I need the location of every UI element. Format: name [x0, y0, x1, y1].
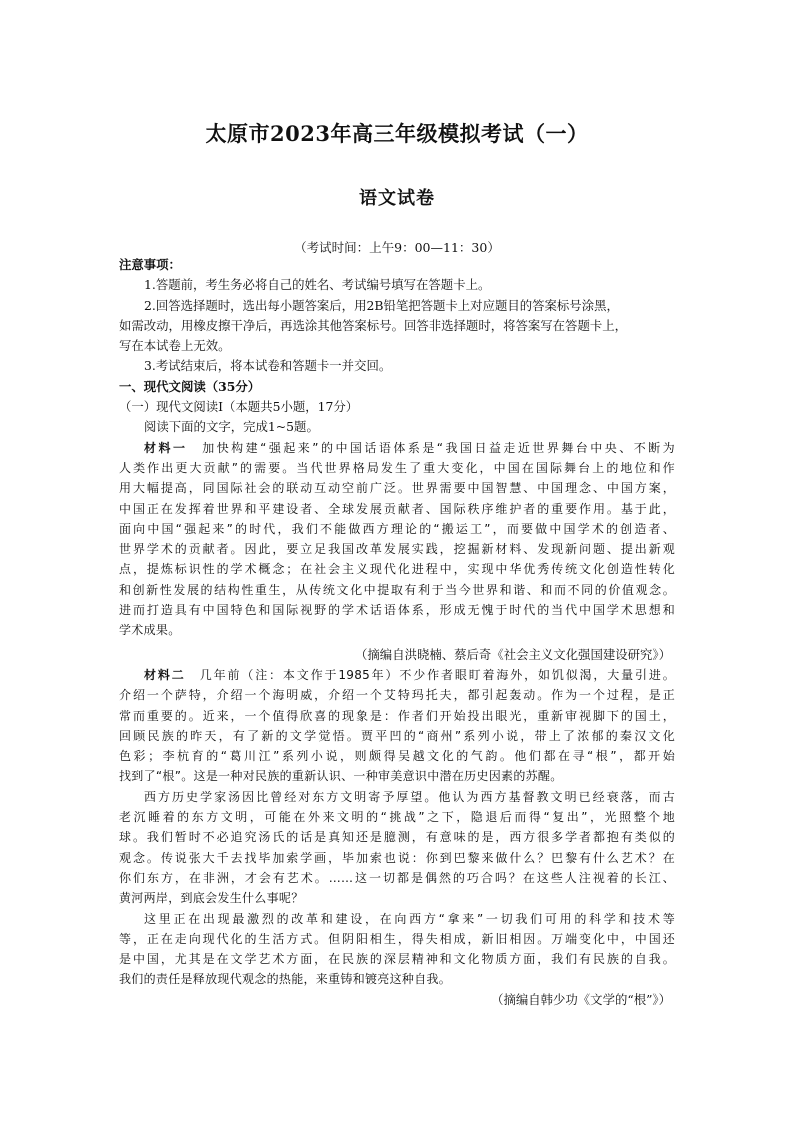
- material-2-line: 西方历史学家汤因比曾经对东方文明寄予厚望。他认为西方基督教文明已经衰落，而古: [144, 789, 675, 804]
- material-2-line: 这里正在出现最激烈的改革和建设，在向西方“拿来”一切我们可用的科学和技术等: [144, 911, 675, 926]
- material-1-line: 进而打造具有中国特色和国际视野的学术话语体系，形成无愧于时代的当代中国学术思想和: [119, 603, 675, 618]
- material-1-line: 中国正在发挥着世界和平建设者、全球发展贡献者、国际秩序维护者的重要作用。基于此，: [119, 501, 675, 516]
- material-2-line: 你们东方，在非洲，才会有艺术。……这一切都是偶然的巧合吗？在这些人注视着的长江、: [119, 870, 675, 885]
- reading-instruction: 阅读下面的文字，完成1~5题。: [144, 419, 319, 435]
- sub-section-heading: （一）现代文阅读Ⅰ（本题共5小题，17分）: [119, 399, 359, 415]
- material-2-line: 介绍一个萨特，介绍一个海明威，介绍一个艾特玛托夫，都引起轰动。作为一个过程，是正: [119, 688, 675, 703]
- material-2-line: 观念。传说张大千去找毕加索学画，毕加索也说：你到巴黎来做什么？巴黎有什么艺术？在: [119, 850, 675, 865]
- material-2-line: 等，正在走向现代化的生活方式。但阴阳相生，得失相成，新旧相因。万端变化中，中国还: [119, 931, 675, 946]
- material-2-line: 老沉睡着的东方文明，可能在外来文明的“挑战”之下，隐退后而得“复出”，光照整个地: [119, 810, 675, 825]
- material-1: [119, 438, 675, 641]
- material-2-line: 是中国，尤其是在文学艺术方面，在民族的深层精神和文化物质方面，我们有民族的自我。: [119, 952, 675, 967]
- notice-item-2-line-2: 如需改动，用橡皮擦干净后，再选涂其他答案标号。回答非选择题时，将答案写在答题卡上，: [119, 317, 628, 333]
- material-2-label: 材料二: [144, 667, 186, 682]
- section-heading: 一、现代文阅读（35分）: [119, 378, 261, 394]
- notice-item-2-line-3: 写在本试卷上无效。: [119, 338, 231, 354]
- notice-item-3: 3.考试结束后，将本试卷和答题卡一并交回。: [144, 358, 392, 374]
- exam-title: 太原市2023年高三年级模拟考试（一）: [205, 121, 589, 146]
- material-2-line: 常而重要的。近来，一个值得欣喜的现象是：作者们开始投出眼光，重新审视脚下的国土，: [119, 708, 675, 723]
- notice-item-2-line-1: 2.回答选择题时，选出每小题答案后，用2B铅笔把答题卡上对应题目的答案标号涂黑，: [144, 297, 619, 313]
- material-1-label: 材料一: [144, 440, 188, 455]
- material-2-line: 材料二 几年前（注：本文作于1985年）不少作者眼盯着海外，如饥似渴，大量引进。: [144, 667, 675, 682]
- material-2-source: （摘编自韩少功《文学的“根”》）: [491, 991, 671, 1007]
- material-1-line: 人类作出更大贡献”的需要。当代世界格局发生了重大变化，中国在国际舞台上的地位和作: [119, 460, 675, 475]
- exam-content: [119, 255, 675, 1010]
- material-2-line: 找到了“根”。这是一种对民族的重新认识、一种审美意识中潜在历史因素的苏醒。: [119, 769, 563, 784]
- exam-subtitle: 语文试卷: [359, 188, 435, 209]
- material-2-line: 黄河两岸，到底会发生什么事呢？: [119, 891, 304, 906]
- material-1-line: 点，提炼标识性的学术概念；在社会主义现代化进程中，实现中华优秀传统文化创造性转化: [119, 562, 675, 577]
- material-2-line: 回顾民族的昨天，有了新的文学觉悟。贾平凹的“商州”系列小说，带上了浓郁的秦汉文化: [119, 728, 675, 743]
- material-2: [119, 665, 675, 990]
- material-2-line: 球。我们暂时不必追究汤氏的话是真知还是臆测，有意味的是，西方很多学者都抱有类似的: [119, 830, 675, 845]
- material-2-line: 我们的责任是释放现代观念的热能，来重铸和镀亮这种自我。: [119, 972, 452, 987]
- material-2-line: 色彩；李杭育的“葛川江”系列小说，则颇得吴越文化的气韵。他们都在寻“根”，都开始: [119, 749, 675, 764]
- material-1-line: 材料一 加快构建“强起来”的中国话语体系是“我国日益走近世界舞台中央、不断为: [144, 440, 675, 455]
- exam-time: （考试时间：上午9：00—11：30）: [294, 240, 500, 255]
- material-1-line: 面向中国“强起来”的时代，我们不能做西方理论的“搬运工”，而要做中国学术的创造者、: [119, 521, 675, 536]
- material-1-line: 学术成果。: [119, 623, 181, 638]
- notice-item-1: 1.答题前，考生务必将自己的姓名、考试编号填写在答题卡上。: [144, 277, 491, 293]
- notice-heading: 注意事项：: [119, 257, 181, 272]
- material-1-source: （摘编自洪晓楠、蔡后奇《社会主义文化强国建设研究》）: [355, 646, 671, 662]
- material-1-line: 和创新性发展的结构性重生，从传统文化中提取有利于当今世界和谐、和而不同的价值观念。: [119, 582, 675, 597]
- material-1-line: 世界学术的贡献者。因此，要立足我国改革发展实践，挖掘新材料、发现新问题、提出新观: [119, 542, 675, 557]
- material-1-line: 用大幅提高，同国际社会的联动互动空前广泛。世界需要中国智慧、中国理念、中国方案，: [119, 481, 675, 496]
